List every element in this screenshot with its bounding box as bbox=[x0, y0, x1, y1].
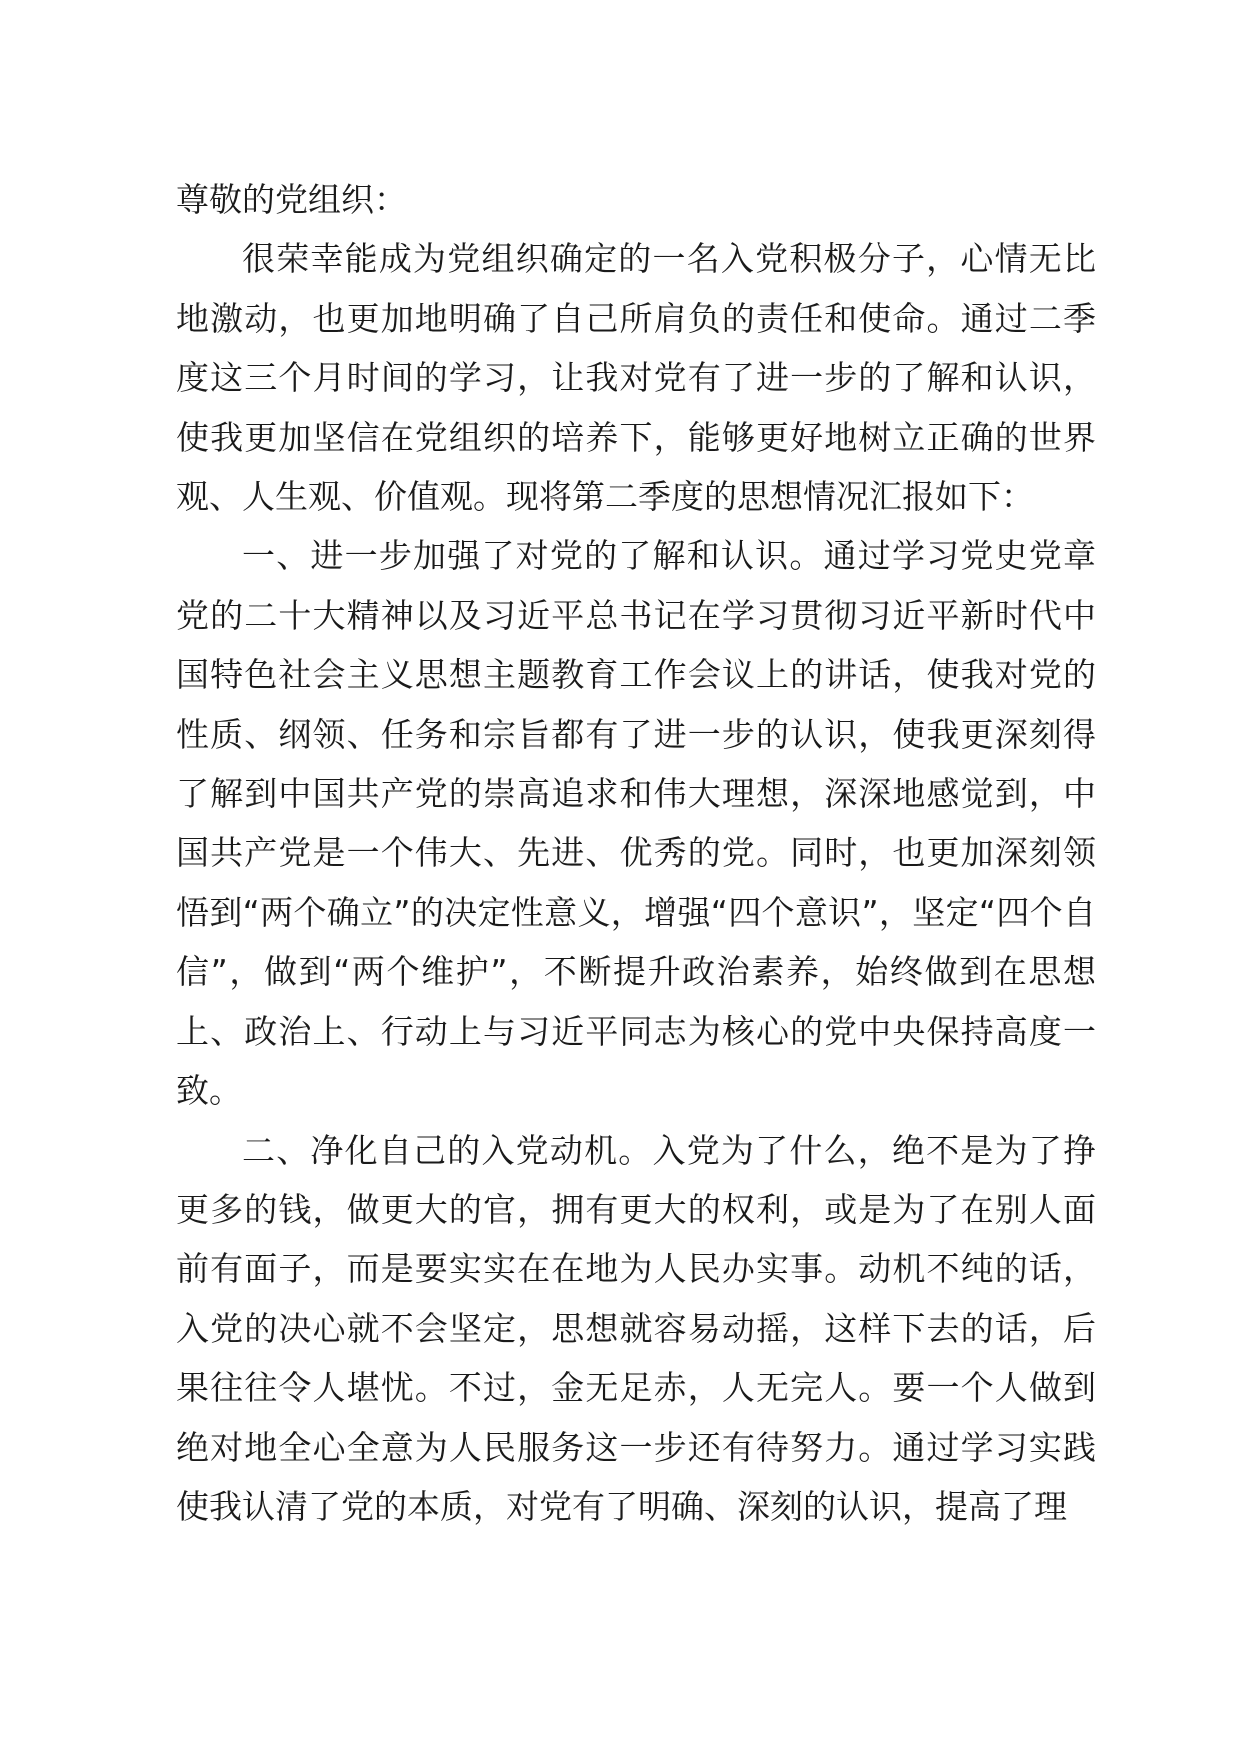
letter-body bbox=[176, 170, 1096, 1536]
paragraph-section-one: 一、进一步加强了对党的了解和认识。通过学习党史党章党的二十大精神以及习近平总书记在学习贯彻习近平新时代中国特色社会主义思想主题教育工作会议上的讲话，使我对党的性质、纲领、任务和宗旨都有了进一步的认识，使我更深刻得了解到中国共产党的崇高追求和伟大理想，深深地感觉到，中国共产党是一个伟大、先进、优秀的党。同时，也更加深刻领悟到“两个确立”的决定性意义，增强“四个意识”，坚定“四个自信”，做到“两个维护”，不断提升政治素养，始终做到在思想上、政治上、行动上与习近平同志为核心的党中央保持高度一致。 bbox=[176, 536, 1096, 1111]
salutation: 尊敬的党组织： bbox=[176, 180, 407, 219]
paragraph-intro: 很荣幸能成为党组织确定的一名入党积极分子，心情无比地激动，也更加地明确了自己所肩负的责任和使命。通过二季度这三个月时间的学习，让我对党有了进一步的了解和认识，使我更加坚信在党组织的培养下，能够更好地树立正确的世界观、人生观、价值观。现将第二季度的思想情况汇报如下： bbox=[176, 239, 1096, 517]
paragraph-section-two: 二、净化自己的入党动机。入党为了什么，绝不是为了挣更多的钱，做更大的官，拥有更大的权利，或是为了在别人面前有面子，而是要实实在在地为人民办实事。动机不纯的话，入党的决心就不会坚定，思想就容易动摇，这样下去的话，后果往往令人堪忧。不过，金无足赤，人无完人。要一个人做到绝对地全心全意为人民服务这一步还有待努力。通过学习实践使我认清了党的本质，对党有了明确、深刻的认识，提高了理 bbox=[176, 1130, 1096, 1526]
